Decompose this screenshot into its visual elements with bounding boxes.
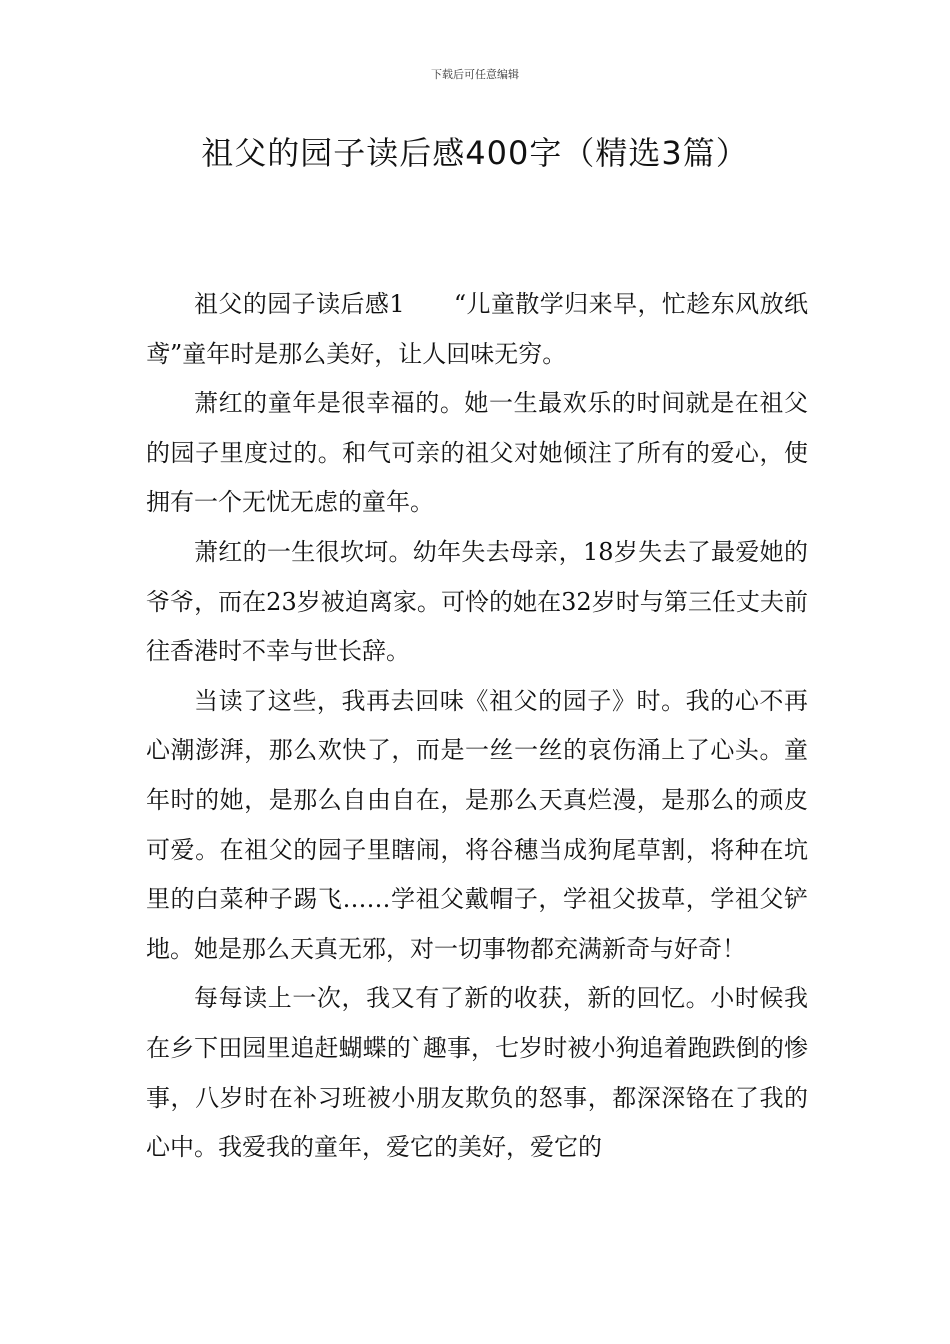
paragraph-5: 每每读上一次，我又有了新的收获，新的回忆。小时候我在乡下田园里追赶蝴蝶的`趣事，七岁时被小狗追着跑跌倒的惨事，八岁时在补习班被小朋友欺负的怒事，都深深铬在了我的心中。我爱我的童年，爱它的美好，爱它的 — [146, 984, 808, 1162]
paragraph-4: 当读了这些，我再去回味《祖父的园子》时。我的心不再心潮澎湃，那么欢快了，而是一丝一丝的哀伤涌上了心头。童年时的她，是那么自由自在，是那么天真烂漫，是那么的顽皮可爱。在祖父的园子里瞎闹，将谷穗当成狗尾草割，将种在坑里的白菜种子踢飞……学祖父戴帽子，学祖父拔草，学祖父铲地。她是那么天真无邪，对一切事物都充满新奇与好奇！ — [146, 686, 808, 963]
paragraph-1: 祖父的园子读后感1 “儿童散学归来早，忙趁东风放纸鸢”童年时是那么美好，让人回味无穷。 — [146, 290, 808, 368]
paragraph-3: 萧红的一生很坎坷。幼年失去母亲，18岁失去了最爱她的爷爷，而在23岁被迫离家。可怜的她在32岁时与第三任丈夫前往香港时不幸与世长辞。 — [146, 537, 808, 666]
document-title: 祖父的园子读后感400字（精选3篇） — [201, 134, 749, 172]
header-note: 下载后可任意编辑 — [431, 68, 519, 81]
paragraph-2: 萧红的童年是很幸福的。她一生最欢乐的时间就是在祖父的园子里度过的。和气可亲的祖父对她倾注了所有的爱心，使拥有一个无忧无虑的童年。 — [146, 389, 808, 517]
document-body — [146, 280, 808, 1173]
